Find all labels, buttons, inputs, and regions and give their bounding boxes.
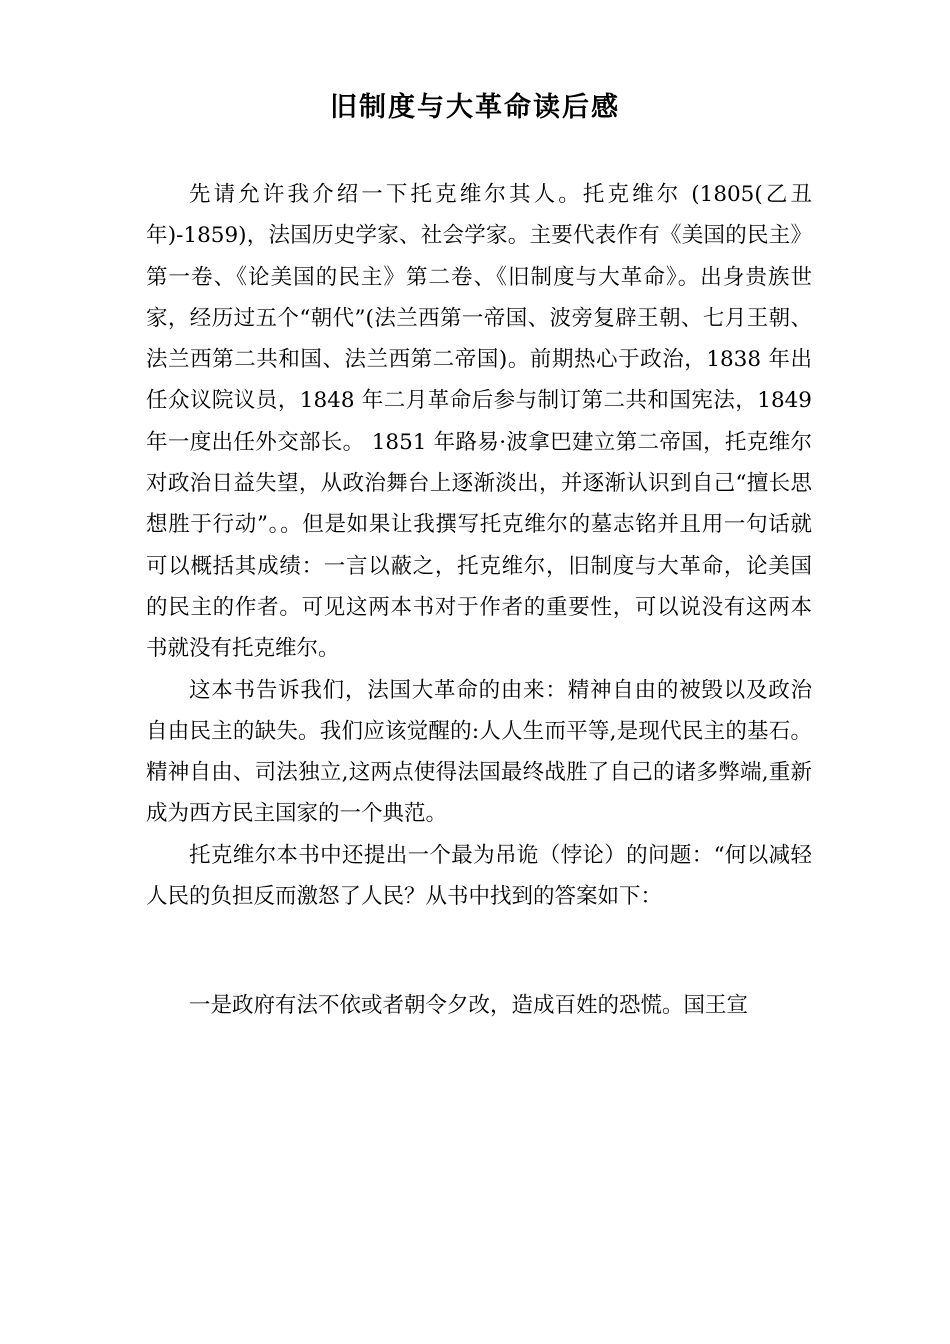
paragraph-revolution-origin: 这本书告诉我们，法国大革命的由来：精神自由的被毁以及政治自由民主的缺失。我们应该觉醒的:人人生而平等,是现代民主的基石。精神自由、司法独立,这两点使得法国最终战胜了自己的诸多弊端,重新成为西方民主国家的一个典范。 bbox=[146, 677, 812, 827]
document-body bbox=[146, 174, 812, 1027]
paragraph-first-answer: 一是政府有法不依或者朝令夕改，造成百姓的恐慌。国王宣 bbox=[189, 993, 749, 1019]
paragraph-paradox-question: 托克维尔本书中还提出一个最为吊诡（悖论）的问题：“何以减轻人民的负担反而激怒了人民？从书中找到的答案如下： bbox=[146, 842, 812, 910]
paragraph-spacer bbox=[146, 917, 812, 985]
paragraph-tocqueville-intro: 先请允许我介绍一下托克维尔其人。托克维尔 (1805(乙丑年)-1859)，法国历史学家、社会学家。主要代表作有《美国的民主》第一卷、《论美国的民主》第二卷、《旧制度与大革命》。出身贵族世家，经历过五个“朝代”(法兰西第一帝国、波旁复辟王朝、七月王朝、法兰西第二共和国、法兰西第二帝国)。前期热心于政治，1838 年出任众议院议员，1848 年二月革命后参与制订第二共和国宪法，1849 年一度出任外交部长。 1851 年路易·波拿巴建立第二帝国，托克维尔对政治日益失望，从政治舞台上逐渐淡出，并逐渐认识到自己“擅长思想胜于行动”。。但是如果让我撰写托克维尔的墓志铭并且用一句话就可以概括其成绩：一言以蔽之，托克维尔，旧制度与大革命，论美国的民主的作者。可见这两本书对于作者的重要性，可以说没有这两本书就没有托克维尔。 bbox=[146, 182, 812, 662]
document-title: 旧制度与大革命读后感 bbox=[330, 92, 620, 123]
